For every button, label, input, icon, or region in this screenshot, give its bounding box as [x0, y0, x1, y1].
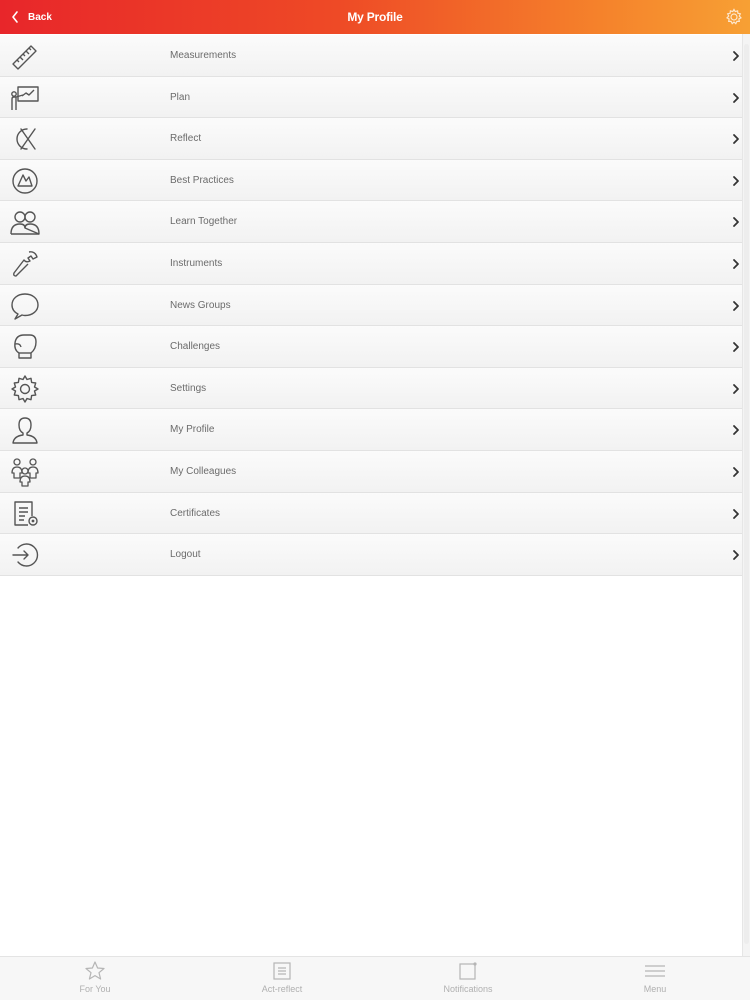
chevron-right-icon	[731, 215, 741, 229]
chevron-right-icon	[731, 257, 741, 271]
menu-item-label: Settings	[170, 382, 207, 394]
menu-item-measurements[interactable]	[0, 35, 743, 77]
chevron-right-icon	[731, 507, 741, 521]
scrollbar[interactable]	[742, 34, 750, 956]
chevron-right-icon	[731, 548, 741, 562]
chevron-right-icon	[731, 91, 741, 105]
chevron-right-icon	[731, 423, 741, 437]
menu-item-best-practices[interactable]	[0, 160, 743, 202]
notification-icon	[457, 960, 479, 982]
back-label: Back	[28, 11, 52, 23]
tab-menu[interactable]	[595, 957, 715, 1000]
menu-item-my-colleagues[interactable]	[0, 451, 743, 493]
ruler-icon	[9, 40, 41, 72]
chevron-right-icon	[731, 174, 741, 188]
gear-icon	[724, 7, 744, 27]
page-title: My Profile	[347, 10, 403, 24]
menu-item-label: Plan	[170, 91, 191, 103]
boxing-glove-icon	[9, 331, 41, 363]
menu-item-label: Challenges	[170, 341, 221, 353]
badge-icon	[9, 165, 41, 197]
bottom-tab-bar	[0, 956, 750, 1000]
menu-item-certificates[interactable]	[0, 493, 743, 535]
scrollbar-thumb[interactable]	[744, 44, 749, 944]
chevron-right-icon	[731, 299, 741, 313]
tab-for-you[interactable]	[35, 957, 155, 1000]
wrench-icon	[9, 248, 41, 280]
menu-item-news-groups[interactable]	[0, 285, 743, 327]
colleagues-icon	[9, 456, 41, 488]
list-icon	[271, 960, 293, 982]
hamburger-icon	[644, 960, 666, 982]
group-icon	[9, 206, 41, 238]
certificate-icon	[9, 498, 41, 530]
menu-item-challenges[interactable]	[0, 326, 743, 368]
menu-item-label: Instruments	[170, 257, 223, 269]
tab-label: Menu	[643, 984, 667, 994]
chevron-right-icon	[731, 382, 741, 396]
menu-item-reflect[interactable]	[0, 118, 743, 160]
menu-item-instruments[interactable]	[0, 243, 743, 285]
menu-item-label: News Groups	[170, 299, 231, 311]
tab-notifications[interactable]	[408, 957, 528, 1000]
tab-label: For You	[79, 984, 111, 994]
chevron-right-icon	[731, 465, 741, 479]
chevron-right-icon	[731, 340, 741, 354]
menu-item-logout[interactable]	[0, 534, 743, 576]
star-icon	[84, 960, 106, 982]
tab-act-reflect[interactable]	[222, 957, 342, 1000]
menu-item-label: Measurements	[170, 50, 237, 61]
tab-label: Notifications	[443, 984, 493, 994]
menu-item-settings[interactable]	[0, 368, 743, 410]
chat-bubble-icon	[9, 290, 41, 322]
chevron-right-icon	[731, 132, 741, 146]
chevron-right-icon	[731, 49, 741, 63]
menu-item-label: My Colleagues	[170, 465, 237, 477]
menu-item-label: Certificates	[170, 507, 221, 519]
presentation-board-icon	[9, 82, 41, 114]
menu-item-label: Learn Together	[170, 216, 238, 228]
user-icon	[9, 414, 41, 446]
reflect-icon	[9, 123, 41, 155]
tab-label: Act-reflect	[261, 984, 303, 994]
menu-item-plan[interactable]	[0, 77, 743, 119]
header-settings-button[interactable]	[724, 7, 744, 27]
menu-item-label: Logout	[170, 549, 201, 561]
menu-list	[0, 35, 743, 576]
gear-icon	[9, 373, 41, 405]
menu-item-learn-together[interactable]	[0, 201, 743, 243]
logout-icon	[9, 539, 41, 571]
menu-item-label: Best Practices	[170, 174, 234, 186]
top-bar	[0, 0, 750, 34]
menu-item-label: Reflect	[170, 133, 202, 145]
menu-item-my-profile[interactable]	[0, 409, 743, 451]
menu-item-label: My Profile	[170, 424, 215, 436]
